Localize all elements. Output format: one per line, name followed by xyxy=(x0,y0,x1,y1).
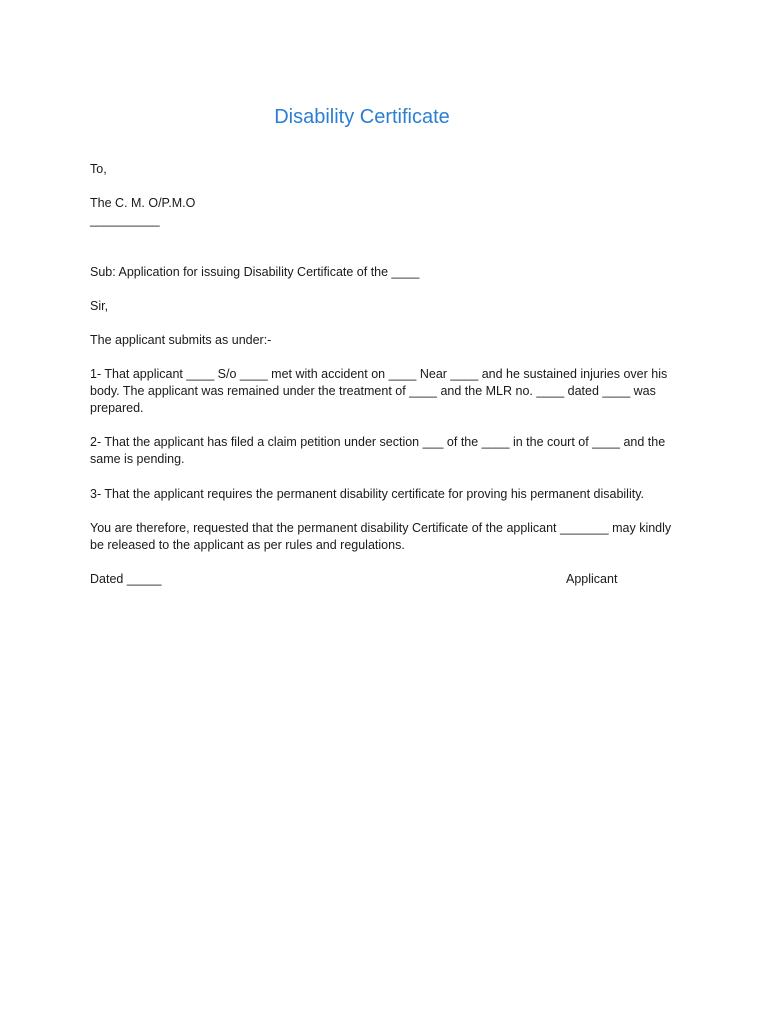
intro-line: The applicant submits as under:- xyxy=(90,333,272,347)
point-2: 2- That the applicant has filed a claim petition under section ___ of the ____ in the court of ____ and the same is pending. xyxy=(90,435,666,466)
point-1: 1- That applicant ____ S/o ____ met with accident on ____ Near ____ and he sustained injuries over his body. The applicant was remained under the treatment of ____ and the MLR no. ____ dated ____ was prepared. xyxy=(90,367,668,415)
address-to: To, xyxy=(90,162,107,176)
applicant-signature-label: Applicant xyxy=(566,572,618,586)
recipient-blank: __________ xyxy=(90,213,160,227)
document-title: Disability Certificate xyxy=(274,106,450,128)
point-3: 3- That the applicant requires the permanent disability certificate for proving his permanent disability. xyxy=(90,487,644,501)
request-paragraph: You are therefore, requested that the permanent disability Certificate of the applicant _______ may kindly be released to the applicant as per rules and regulations. xyxy=(90,521,672,552)
salutation: Sir, xyxy=(90,299,109,313)
dated-line: Dated _____ xyxy=(90,572,162,586)
subject-line: Sub: Application for issuing Disability Certificate of the ____ xyxy=(90,265,420,279)
recipient: The C. M. O/P.M.O xyxy=(90,196,196,210)
